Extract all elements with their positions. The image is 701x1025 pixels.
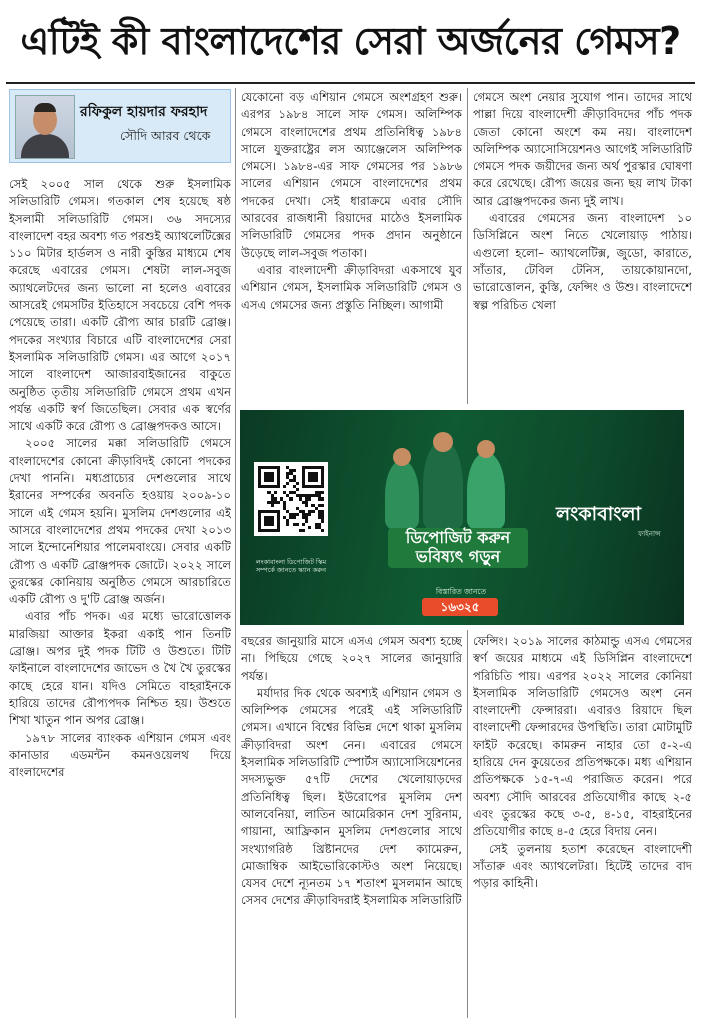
qr-module bbox=[264, 516, 273, 525]
qr-module bbox=[302, 529, 305, 532]
brand-logo: লংকাবাংলা bbox=[556, 503, 642, 525]
qr-code[interactable] bbox=[254, 462, 328, 536]
article-column-1 bbox=[9, 176, 231, 1018]
headline: এটিই কী বাংলাদেশের সেরা অর্জনের গেমস? bbox=[20, 19, 681, 63]
slogan-line-2: ভবিষ্যৎ গড়ুন bbox=[415, 547, 501, 566]
qr-module bbox=[296, 513, 299, 516]
qr-caption: লংকাবাংলা ডিপোজিট স্কিম সম্পর্কে জানতে স্ক্যান করুন bbox=[255, 558, 327, 574]
article-column-2-top bbox=[241, 89, 462, 405]
paragraph: ১৯৭৮ সালের ব্যাংকক এশিয়ান গেমস এবং কানাডার এডমন্টন কমনওয়েলথ দিয়ে বাংলাদেশের bbox=[9, 730, 231, 780]
qr-module bbox=[296, 523, 299, 526]
qr-module bbox=[283, 485, 286, 488]
qr-module bbox=[274, 491, 277, 494]
qr-module bbox=[321, 519, 324, 522]
qr-module bbox=[264, 472, 273, 481]
author-photo bbox=[15, 95, 75, 159]
qr-module bbox=[289, 497, 292, 500]
qr-module bbox=[296, 488, 299, 491]
paragraph: বছরের জানুয়ারি মাসে এসএ গেমস অবশ্য হচ্ছে না। পিছিয়ে গেছে ২০২৭ সালের জানুয়ারি পর্যন্ত। bbox=[241, 634, 462, 683]
qr-module bbox=[308, 472, 317, 481]
article-column-2-bottom bbox=[241, 633, 462, 1018]
paragraph: মর্যাদার দিক থেকে অবশ্যই এশিয়ান গেমস ও অলিম্পিক গেমসের পরেই এই সলিডারিটি গেমস। এখানে বিশ্বের বিভিন্ন দেশে থাকা মুসলিম ক্রীড়াবিদরা অংশ নেন। এবারের গেমসে ইসলামিক সলিডারিটি স্পোর্টস অ্যাসোসিয়েশনের সদস্যভুক্ত ৫৭টি দেশের খেলোয়াড়দের প্রতিনিধিত্ব ছিল। ইউরোপের মুসলিম দেশ আলবেনিয়া, লাতিন আমেরিকান দেশ সুরিনাম, গায়ানা, আফ্রিকান মুসলিম দেশগুলোর সাথে সংখ্যাগরিষ্ঠ খ্রিষ্টানদের দেশ ক্যামেরুন, মোজাম্বিক আইভোরিকোস্টও অংশ নিয়েছে। যেসব দেশে ন্যূনতম ১৭ শতাংশ মুসলমান আছে সেসব দেশের ক্রীড়াবিদরাই ইসলামিক সলিডারিটি bbox=[241, 685, 462, 908]
author-name: রফিকুল হায়দার ফরহাদ bbox=[80, 104, 208, 120]
paragraph: এবার পাঁচ পদক। এর মধ্যে ভারোত্তোলক মারজিয়া আক্তার ইকরা একাই পান তিনটি ব্রোঞ্জ। অপর দুই পদক টিটি ও উশুতে। টিটি ফাইনালে বাংলাদেশের জাভেদ ও খৈ খৈ তুরস্কের কাছে হেরে যান। যদিও সেমিতে বাহরাইনকে হারিয়ে তাদের রৌপ্যপদক নিশ্চিত হয়। উশুতে শিখা খাতুন পান অপর ব্রোঞ্জ। bbox=[9, 609, 231, 728]
column-divider bbox=[467, 630, 468, 1018]
ad-slogan bbox=[388, 528, 528, 568]
qr-module bbox=[293, 469, 296, 472]
paragraph: গেমসে অংশ নেয়ার সুযোগ পান। তাদের সাথে পাল্লা দিয়ে বাংলাদেশী ক্রীড়াবিদদের পাঁচ পদক জেতা কোনো অংশে কম নয়। বাংলাদেশ অলিম্পিক অ্যাসোসিয়েশনও আগেই সলিডারিটি গেমসে পদক জয়ীদের জন্য অর্থ পুরস্কার ঘোষণা করে রেখেছে। রৌপ্য জয়ের জন্য ছয় লাখ টাকা আর ব্রোঞ্জপদকের জন্য দুই লাখ। bbox=[473, 90, 692, 208]
qr-module bbox=[321, 497, 324, 500]
qr-module bbox=[286, 523, 289, 526]
brand-subtitle: ফাইনান্স bbox=[638, 530, 661, 538]
family-illustration bbox=[375, 430, 525, 540]
qr-module bbox=[308, 497, 311, 500]
qr-module bbox=[321, 529, 324, 532]
qr-module bbox=[321, 504, 324, 507]
advertisement-banner[interactable] bbox=[240, 410, 684, 625]
article-column-3-top bbox=[473, 89, 692, 405]
qr-module bbox=[296, 482, 299, 485]
detail-label: বিস্তারিত জানতে bbox=[435, 587, 487, 596]
qr-module bbox=[286, 482, 289, 485]
qr-module bbox=[311, 510, 314, 513]
qr-module bbox=[302, 523, 305, 526]
column-divider bbox=[235, 88, 236, 1018]
paragraph: সেই ২০০৫ সাল থেকে শুরু ইসলামিক সলিডারিটি গেমস। গতকাল শেষ হয়েছে ষষ্ঠ ইসলামী সলিডারিটি গেমস। ৩৬ সদস্যের বাংলাদেশ বহর অবশ্য গত পরশুই অ্যাথলেটিক্সের ১১০ মিটার হার্ডলস ও নারী কুস্তির মাধ্যমে শেষ করেছে এবারের গেমস। শেষটা লাল-সবুজ অ্যাথলেটদের জন্য ভালো না হলেও এবারের আসরেই গেমসটির ইতিহাসে সবচেয়ে বেশি পদক পেয়েছে তারা। একটি রৌপ্য আর চারটি ব্রোঞ্জ। পদকের সংখ্যার বিচারে এটি বাংলাদেশের সেরা ইসলামিক সলিডারিটি গেমস। এর আগে ২০১৭ সালে বাংলাদেশ আজারবাইজানের বাকুতে অনুষ্ঠিত তৃতীয় সলিডারিটি গেমসে প্রথম এখন পর্যন্ত একটি স্বর্ণ জিতেছিল। সেবার এক স্বর্ণের সাথে একটি করে রৌপ্য ও ব্রোঞ্জপদকও আসে। bbox=[9, 177, 231, 434]
paragraph: এবারের গেমসের জন্য বাংলাদেশ ১০ ডিসিপ্লিনে অংশ নিতে খেলোয়াড় পাঠায়। এগুলো হলো– অ্যাথলেটিক্স, জুডো, কারাতে, সাঁতার, টেবিল টেনিস, তায়কোয়ানদো, ভারোত্তোলন, কুস্তি, ফেন্সিং ও উশু। বাংলাদেশে স্বল্প পরিচিত খেলা bbox=[473, 211, 692, 312]
column-divider bbox=[467, 88, 468, 404]
article-column-3-bottom bbox=[473, 633, 692, 1018]
qr-module bbox=[308, 526, 311, 529]
paragraph: এবার বাংলাদেশী ক্রীড়াবিদরা একসাথে যুব এশিয়ান গেমস, ইসলামিক সলিডারিটি গেমস ও এসএ গেমসের জন্য প্রস্তুতি নিচ্ছিল। আগামী bbox=[241, 262, 462, 312]
qr-module bbox=[308, 513, 311, 516]
paragraph: ফেন্সিং। ২০১৯ সালের কাঠমান্ডু এসএ গেমসের স্বর্ণ জয়ের মাধ্যমে এই ডিসিপ্লিন বাংলাদেশে পরিচিতি পায়। এরপর ২০২২ সালের কোনিয়া ইসলামিক সলিডারিটি গেমসেও অংশ নেন বাংলাদেশী ফেন্সাররা। এবারও রিয়াদে ছিল বাংলাদেশী ফেন্সারদের উপস্থিতি। তারা মোটামুটি ফাইট করেছে। কামরুন নাহার তো ৫-২-এ হারিয়ে দেন কুয়েতের প্রতিপক্ষকে। মধ্য এশিয়ান প্রতিপক্ষকে ১৫-৭-এ পরাজিত করেন। পরে অবশ্য সৌদি আরবের প্রতিযোগীর কাছে ২-৫ এবং তুরস্কের কছে ৩-৫, ৪-১৫, বাহরাইনের প্রতিযোগীর কাছে ৪-৫ হেরে বিদায় নেন। bbox=[473, 634, 692, 839]
qr-module bbox=[321, 491, 324, 494]
paragraph: ২০০৫ সালের মক্কা সলিডারিটি গেমসে বাংলাদেশের কোনো ক্রীড়াবিদই কোনো পদকের দেখা পাননি। মধ্যপ্রাচ্যের দেশগুলোর সাথে ইরানের সম্পর্কের অবনতি হওয়ায় ২০০৯-১০ সালে এই গেমস হয়নি। মুসলিম দেশগুলোর এই আসরে বাংলাদেশের প্রথম পদকের দেখা ২০১৩ সালে ইন্দোনেশিয়ার পালেমবাংয়ে। সেবার একটি রৌপ্য ও একটি ব্রোঞ্জপদক জোটে। ২০২২ সালে তুরস্কের কোনিয়ায় অনুষ্ঠিত গেমসে আরচারিতে একটি রৌপ্য ও দু'টি ব্রোঞ্জ অর্জন। bbox=[9, 436, 231, 607]
qr-module bbox=[271, 504, 274, 507]
headline-rule bbox=[6, 82, 695, 84]
paragraph: যেকোনো বড় এশিয়ান গেমসে অংশগ্রহণ শুরু। এরপর ১৯৮৪ সালে সাফ গেমস। অলিম্পিক গেমসে বাংলাদেশের প্রথম প্রতিনিধিত্ব ১৯৮৪ সালে যুক্তরাষ্ট্রের লস অ্যাঞ্জেলেস অলিম্পিক গেমসে। ১৯৮৪-এর সাফ গেমসের পর ১৯৮৬ সালের এশিয়ান গেমসে বাংলাদেশের প্রথম পদকের দেখা। সেই ধারাক্রমে এবার সৌদি আরবের রাজধানী রিয়াদের মাঠেও ইসলামিক সলিডারিটি গেমসের পদক প্রদান অনুষ্ঠানে উড়েছে লাল-সবুজ পতাকা। bbox=[241, 90, 462, 260]
author-location: সৌদি আরব থেকে bbox=[120, 128, 211, 143]
hotline-number[interactable]: ১৬৩২৫ bbox=[422, 598, 498, 616]
paragraph: সেই তুলনায় হতাশ করেছেন বাংলাদেশী সাঁতারু এবং অ্যাথলেটরা। হিটেই তাদের বাদ পড়ার কাহিনী। bbox=[473, 841, 692, 891]
author-byline bbox=[9, 89, 231, 163]
slogan-line-1: ডিপোজিট করুন bbox=[405, 528, 511, 547]
qr-module bbox=[305, 519, 308, 522]
qr-module bbox=[293, 516, 296, 519]
qr-module bbox=[305, 504, 308, 507]
qr-module bbox=[277, 501, 280, 504]
